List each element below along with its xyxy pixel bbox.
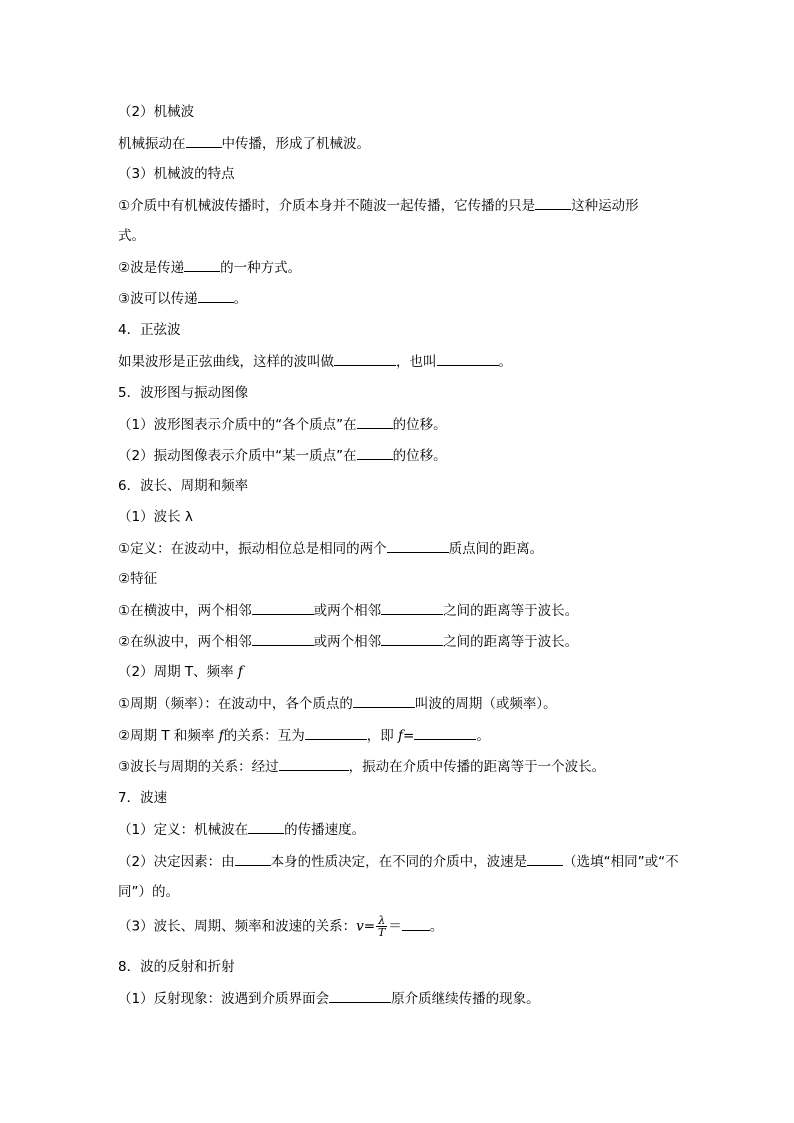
paragraph-line: 式。 xyxy=(118,228,145,244)
paragraph-line: 机械振动在 中传播，形成了机械波。 xyxy=(118,133,370,154)
answer-blank[interactable] xyxy=(329,988,391,1003)
paragraph-line: （2）振动图像表示介质中“某一质点”在 的位移。 xyxy=(118,445,447,466)
answer-blank[interactable] xyxy=(437,351,499,366)
paragraph-line: ②特征 xyxy=(118,571,158,587)
lambda-over-t-fraction: $\frac{\lambda}{T}$ xyxy=(378,914,386,939)
paragraph-line: ③波可以传递 。 xyxy=(118,288,247,309)
paragraph-line: 同”）的。 xyxy=(118,884,179,900)
answer-blank[interactable] xyxy=(381,600,443,615)
answer-blank[interactable] xyxy=(402,916,430,931)
answer-blank[interactable] xyxy=(305,725,367,740)
paragraph-line: ①周期（频率）：在波动中，各个质点的 叫波的周期（或频率）。 xyxy=(118,693,557,714)
paragraph-line-formula: （3）波长、周期、频率和波速的关系：v= $\frac{\lambda}{T}$ ＝ 。 xyxy=(118,914,444,939)
answer-blank[interactable] xyxy=(535,195,571,210)
subheading-period-frequency: （2）周期 T、频率 f xyxy=(118,664,243,680)
answer-blank[interactable] xyxy=(248,819,284,834)
answer-blank[interactable] xyxy=(184,257,220,272)
paragraph-line: 如果波形是正弦曲线，这样的波叫做 ，也叫 。 xyxy=(118,351,512,372)
paragraph-line: （2）决定因素：由 本身的性质决定，在不同的介质中，波速是 （选填“相同”或“不 xyxy=(118,851,679,872)
paragraph-line: ②波是传递 的一种方式。 xyxy=(118,257,301,278)
answer-blank[interactable] xyxy=(527,851,563,866)
paragraph-line: ①在横波中，两个相邻 或两个相邻 之间的距离等于波长。 xyxy=(118,600,578,621)
heading-reflection-refraction: 8．波的反射和折射 xyxy=(118,959,235,975)
paragraph-line: ①介质中有机械波传播时，介质本身并不随波一起传播，它传播的只是 这种运动形 xyxy=(118,195,639,216)
heading-wavelength-period: 6．波长、周期和频率 xyxy=(118,478,249,494)
answer-blank[interactable] xyxy=(252,631,314,646)
paragraph-line: （1）反射现象：波遇到介质界面会 原介质继续传播的现象。 xyxy=(118,988,540,1009)
answer-blank[interactable] xyxy=(381,631,443,646)
answer-blank[interactable] xyxy=(198,288,234,303)
paragraph-line: （1）波形图表示介质中的“各个质点”在 的位移。 xyxy=(118,414,447,435)
answer-blank[interactable] xyxy=(334,351,396,366)
heading-sine-wave: 4．正弦波 xyxy=(118,322,181,338)
answer-blank[interactable] xyxy=(235,851,271,866)
answer-blank[interactable] xyxy=(186,133,222,148)
answer-blank[interactable] xyxy=(279,756,349,771)
paragraph-line: ②周期 T 和频率 f的关系：互为 ，即 f= 。 xyxy=(118,725,490,746)
answer-blank[interactable] xyxy=(357,445,393,460)
paragraph-line: ②在纵波中，两个相邻 或两个相邻 之间的距离等于波长。 xyxy=(118,631,578,652)
paragraph-line: ①定义：在波动中，振动相位总是相同的两个 质点间的距离。 xyxy=(118,538,543,559)
heading-wave-graphs: 5．波形图与振动图像 xyxy=(118,385,249,401)
subheading-wavelength: （1）波长 λ xyxy=(118,509,193,525)
answer-blank[interactable] xyxy=(414,725,476,740)
paragraph-line: ③波长与周期的关系：经过 ，振动在介质中传播的距离等于一个波长。 xyxy=(118,756,605,777)
answer-blank[interactable] xyxy=(353,693,415,708)
paragraph-line: （1）定义：机械波在 的传播速度。 xyxy=(118,819,365,840)
answer-blank[interactable] xyxy=(252,600,314,615)
heading-mechanical-wave: （2）机械波 xyxy=(118,104,195,120)
answer-blank[interactable] xyxy=(357,414,393,429)
heading-wave-speed: 7．波速 xyxy=(118,790,168,806)
answer-blank[interactable] xyxy=(387,538,449,553)
heading-wave-features: （3）机械波的特点 xyxy=(118,166,235,182)
